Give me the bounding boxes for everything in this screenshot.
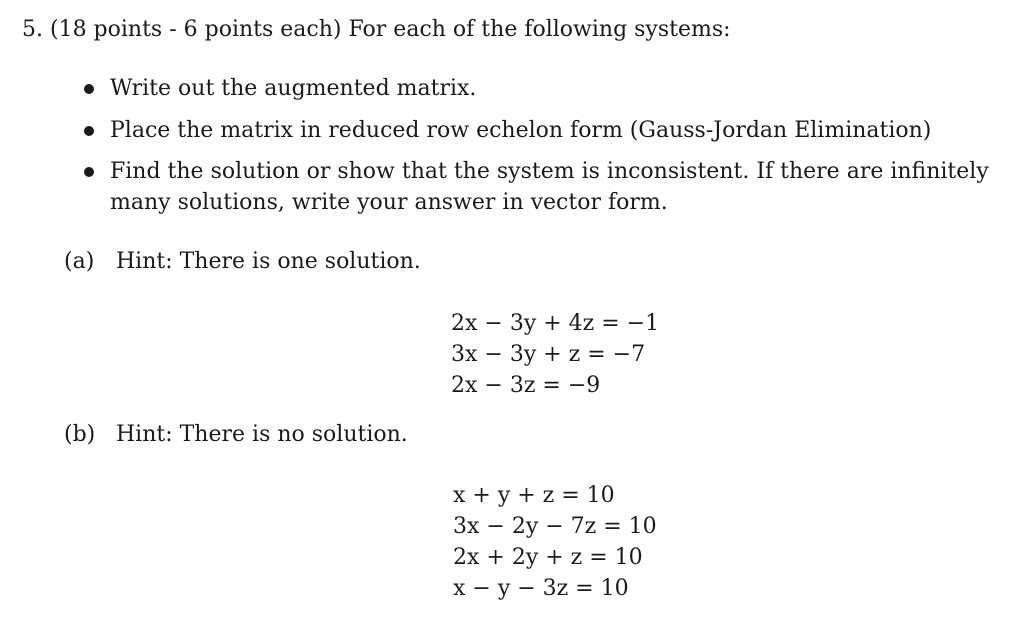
bullet-icon <box>84 84 94 94</box>
equation: 2x + 2y + z = 10 <box>453 545 643 570</box>
instruction-text: Find the solution or show that the system is inconsistent. If there are infinitely many solutions, write your answer in vector form. <box>110 159 989 215</box>
instruction-text: Place the matrix in reduced row echelon form (Gauss-Jordan Elimination) <box>110 118 932 143</box>
equation-system-a <box>451 308 659 401</box>
part-b-hint-line <box>64 421 408 449</box>
equation-system-b <box>453 480 657 604</box>
bullet-icon <box>84 126 94 136</box>
equation: x + y + z = 10 <box>453 483 615 508</box>
equation: 2x − 3z = −9 <box>451 373 601 398</box>
problem-heading: 5. (18 points - 6 points each) For each of the following systems: <box>22 17 731 42</box>
bullet-icon <box>84 167 94 177</box>
equation: x − y − 3z = 10 <box>453 576 629 601</box>
part-a-hint-line <box>64 248 421 276</box>
part-label: (b) <box>64 422 96 447</box>
part-label: (a) <box>64 249 95 274</box>
instruction-text: Write out the augmented matrix. <box>110 76 477 101</box>
part-hint: Hint: There is one solution. <box>116 249 421 274</box>
equation: 3x − 2y − 7z = 10 <box>453 514 657 539</box>
equation: 2x − 3y + 4z = −1 <box>451 311 660 336</box>
equation: 3x − 3y + z = −7 <box>451 342 646 367</box>
part-hint: Hint: There is no solution. <box>116 422 408 447</box>
